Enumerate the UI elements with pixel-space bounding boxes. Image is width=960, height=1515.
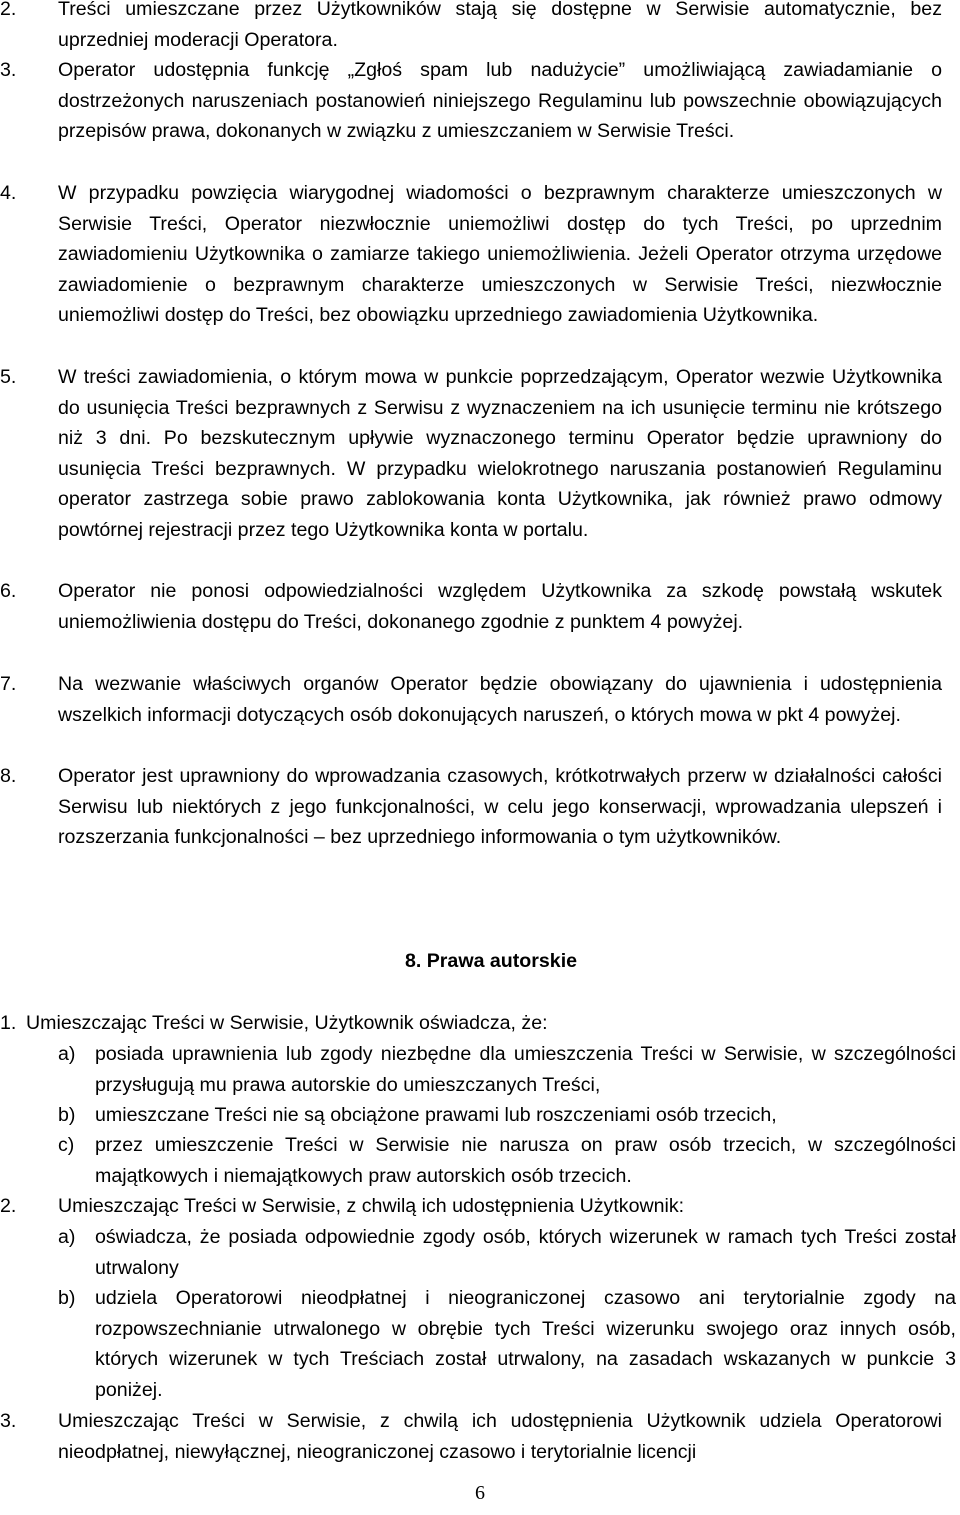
item-text: Umieszczając Treści w Serwisie, Użytkownik oświadcza, że: bbox=[26, 1012, 548, 1034]
sub-text: przez umieszczenie Treści w Serwisie nie narusza on praw osób trzecich, w szczególności majątkowych i niemajątkowych praw autorskich osób trzecich. bbox=[95, 1134, 956, 1187]
sub-letter: b) bbox=[58, 1104, 76, 1126]
sub-text: oświadcza, że posiada odpowiednie zgody osób, których wizerunek w ramach tych Treści został utrwalony bbox=[95, 1226, 956, 1279]
sub-item-a bbox=[58, 1039, 956, 1100]
item-text: W treści zawiadomienia, o którym mowa w punkcie poprzedzającym, Operator wezwie Użytkownika do usunięcia Treści bezprawnych z Serwisu z wyznaczeniem na ich usunięcie terminu nie krótszego niż 3 dni. Po bezskutecznym upływie wyznaczonego terminu Operator będzie uprawniony do usunięcia Treści bezprawnych. W przypadku wielokrotnego naruszania postanowień Regulaminu operator zastrzega sobie prawo zablokowania konta Użytkownika, jak również prawo odmowy powtórnej rejestracji przez tego Użytkownika konta w portalu. bbox=[58, 366, 942, 541]
sub-item-b bbox=[58, 1100, 956, 1131]
item-text: Operator nie ponosi odpowiedzialności względem Użytkownika za szkodę powstałą wskutek uniemożliwienia dostępu do Treści, dokonanego zgodnie z punktem 4 powyżej. bbox=[58, 580, 942, 633]
sub-letter: b) bbox=[58, 1287, 76, 1309]
list-item-8 bbox=[0, 761, 942, 853]
sub-text: posiada uprawnienia lub zgody niezbędne dla umieszczenia Treści w Serwisie, w szczególności przysługują mu prawa autorskie do umieszczanych Treści, bbox=[95, 1043, 956, 1096]
sub-text: umieszczane Treści nie są obciążone prawami lub roszczeniami osób trzecich, bbox=[95, 1104, 777, 1126]
item-text: Treści umieszczane przez Użytkowników stają się dostępne w Serwisie automatycznie, bez uprzedniej moderacji Operatora. bbox=[58, 0, 942, 51]
sub-letter: c) bbox=[58, 1134, 75, 1156]
list-item-6 bbox=[0, 576, 942, 637]
copyright-item-2 bbox=[0, 1191, 942, 1222]
list-item-5 bbox=[0, 362, 942, 546]
item-text: Operator udostępnia funkcję „Zgłoś spam lub nadużycie” umożliwiającą zawiadamianie o dostrzeżonych naruszeniach postanowień niniejszego Regulaminu lub powszechnie obowiązujących przepisów prawa, dokonanych w związku z umieszczaniem w Serwisie Treści. bbox=[58, 59, 942, 143]
sub-letter: a) bbox=[58, 1226, 76, 1248]
item-number: 4. bbox=[0, 182, 17, 204]
sub-item-c bbox=[58, 1130, 956, 1191]
section-heading: 8. Prawa autorskie bbox=[404, 950, 578, 972]
sub-item-a bbox=[58, 1222, 956, 1283]
sub-text: udziela Operatorowi nieodpłatnej i nieograniczonej czasowo ani terytorialnie zgody na rozpowszechnianie utrwalonego w obrębie tych Treści wizerunku swojego oraz innych osób, których wizerunek w tych Treściach został utrwalony, na zasadach wskazanych w punkcie 3 poniżej. bbox=[95, 1287, 956, 1401]
sub-letter: a) bbox=[58, 1043, 76, 1065]
item-number: 3. bbox=[0, 1410, 17, 1432]
list-item-3 bbox=[0, 55, 942, 147]
item-number: 6. bbox=[0, 580, 17, 602]
item-text: Umieszczając Treści w Serwisie, z chwilą ich udostępnienia Użytkownik: bbox=[58, 1195, 685, 1217]
list-item-4 bbox=[0, 178, 942, 331]
item-number: 8. bbox=[0, 765, 17, 787]
page-number: 6 bbox=[475, 1482, 485, 1504]
item-text: Operator jest uprawniony do wprowadzania czasowych, krótkotrwałych przerw w działalności całości Serwisu lub niektórych z jego funkcjonalności, w celu jego konserwacji, wprowadzania ulepszeń i rozszerzania funkcjonalności – bez uprzedniego informowania o tym użytkowników. bbox=[58, 765, 942, 849]
item-text: Na wezwanie właściwych organów Operator będzie obowiązany do ujawnienia i udostępnienia wszelkich informacji dotyczących osób dokonujących naruszeń, o których mowa w pkt 4 powyżej. bbox=[58, 673, 942, 726]
sub-item-b bbox=[58, 1283, 956, 1405]
item-text: Umieszczając Treści w Serwisie, z chwilą ich udostępnienia Użytkownik udziela Operatorowi nieodpłatnej, niewyłącznej, nieograniczonej czasowo i terytorialnie licencji bbox=[58, 1410, 942, 1463]
item-number: 5. bbox=[0, 366, 17, 388]
copyright-item-1 bbox=[0, 1008, 942, 1039]
list-item-2 bbox=[0, 0, 942, 55]
copyright-item-3 bbox=[0, 1406, 942, 1467]
item-number: 1. bbox=[0, 1012, 17, 1034]
item-number: 2. bbox=[0, 1195, 17, 1217]
item-number: 3. bbox=[0, 59, 17, 81]
item-text: W przypadku powzięcia wiarygodnej wiadomości o bezprawnym charakterze umieszczonych w Serwisie Treści, Operator niezwłocznie uniemożliwi dostęp do tych Treści, po uprzednim zawiadomieniu Użytkownika o zamiarze takiego uniemożliwienia. Jeżeli Operator otrzyma urzędowe zawiadomienie o bezprawnym charakterze umieszczonych w Serwisie Treści, niezwłocznie uniemożliwi dostęp do Treści, bez obowiązku uprzedniego zawiadomienia Użytkownika. bbox=[58, 182, 942, 327]
item-number: 7. bbox=[0, 673, 17, 695]
list-item-7 bbox=[0, 669, 942, 730]
item-number: 2. bbox=[0, 0, 17, 20]
